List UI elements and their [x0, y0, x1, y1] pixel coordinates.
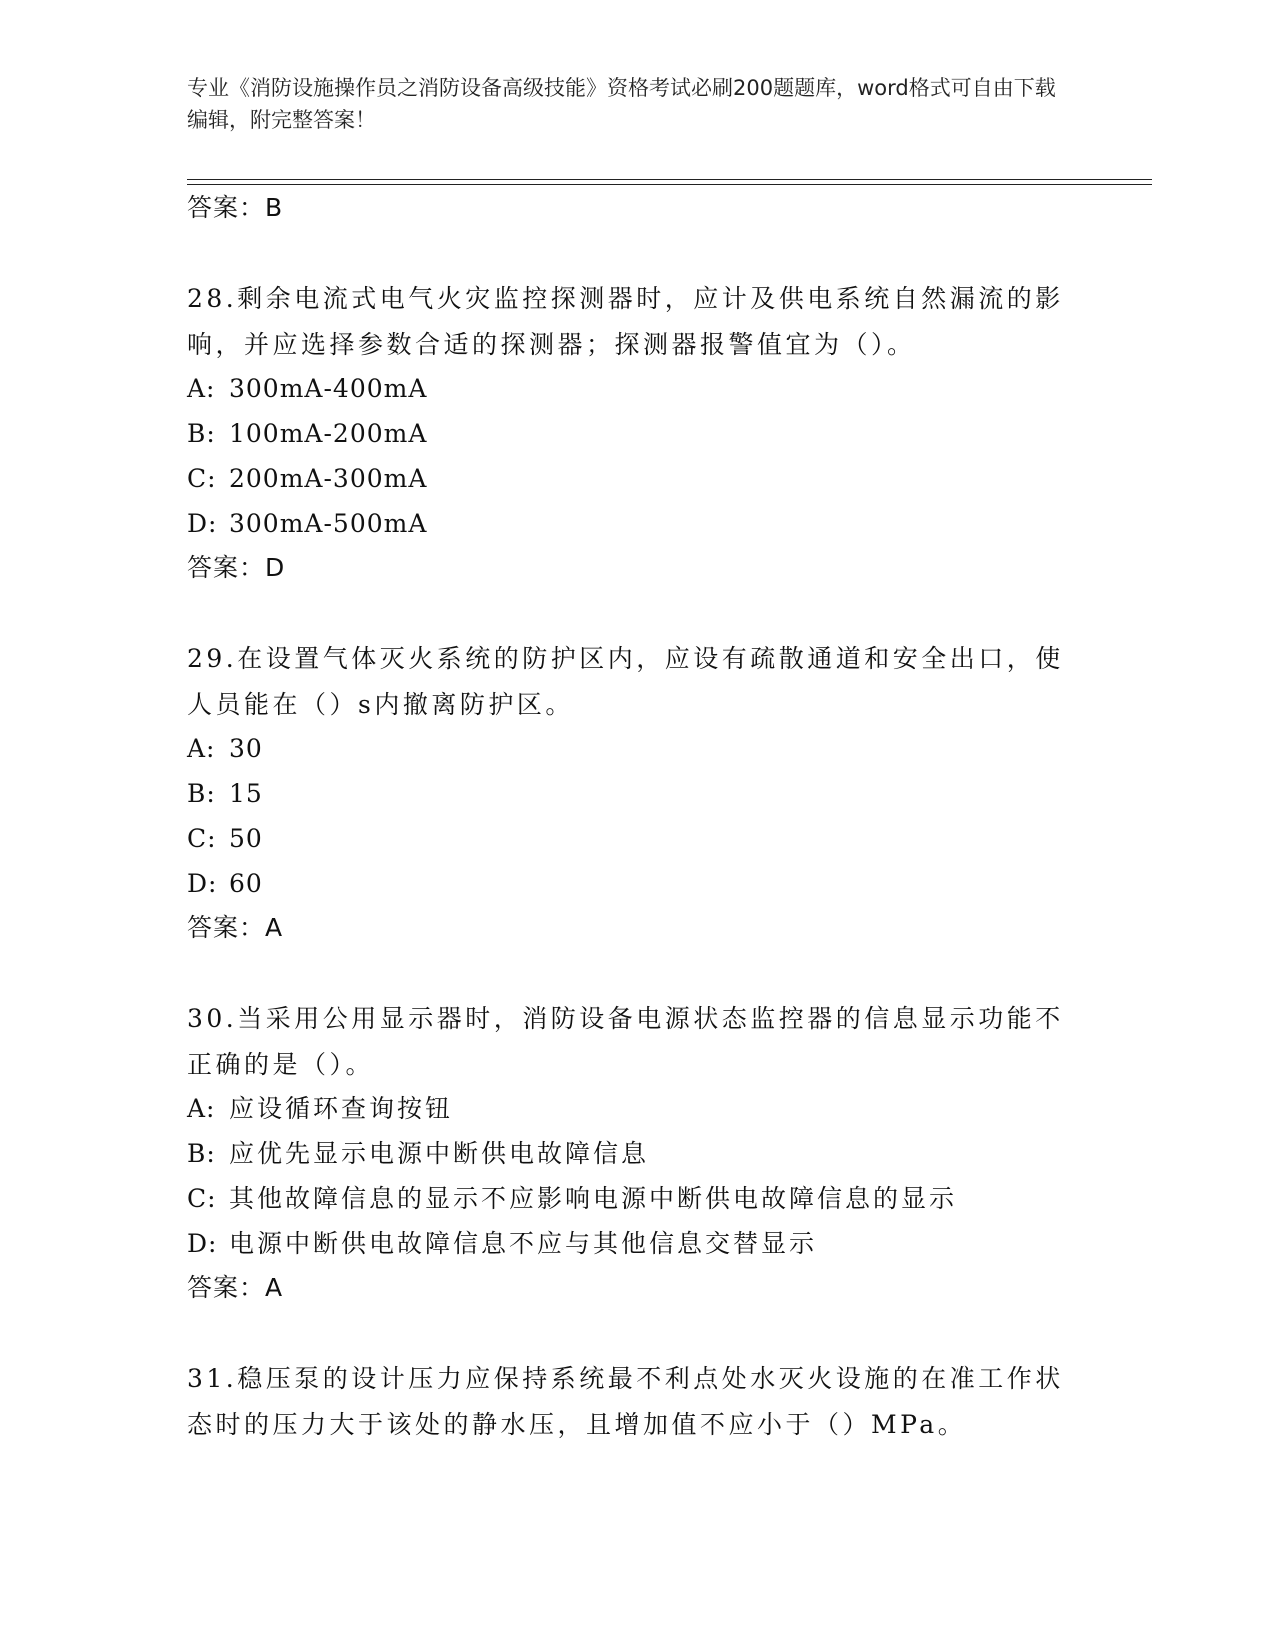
question-31-text: 31.稳压泵的设计压力应保持系统最不利点处水灭火设施的在准工作状态时的压力大于该处的静水压，且增加值不应小于（）MPa。: [187, 1364, 1064, 1439]
question-29-answer: 答案：A: [187, 913, 284, 942]
header-rule-top: [187, 179, 1152, 180]
question-29-text: 29.在设置气体灭火系统的防护区内，应设有疏散通道和安全出口，使人员能在（）s内撤离防护区。: [187, 644, 1064, 719]
prev-answer: 答案：B: [187, 193, 284, 222]
question-28-option-d: D: 300mA-500mA: [187, 509, 428, 538]
question-30-text: 30.当采用公用显示器时，消防设备电源状态监控器的信息显示功能不正确的是（）。: [187, 1004, 1064, 1079]
question-30-option-a: A: 应设循环查询按钮: [187, 1094, 454, 1123]
question-29-option-d: D: 60: [187, 869, 263, 898]
question-28-option-c: C: 200mA-300mA: [187, 464, 428, 493]
question-28-option-a: A: 300mA-400mA: [187, 374, 428, 403]
question-28-option-b: B: 100mA-200mA: [187, 419, 428, 448]
header-rule-bottom: [187, 184, 1152, 185]
question-28-text: 28.剩余电流式电气火灾监控探测器时，应计及供电系统自然漏流的影响，并应选择参数合适的探测器；探测器报警值宜为（）。: [187, 284, 1064, 359]
question-30-option-b: B: 应优先显示电源中断供电故障信息: [187, 1139, 650, 1168]
question-29-option-a: A: 30: [187, 734, 263, 763]
question-28-answer: 答案：D: [187, 553, 286, 582]
question-30-option-d: D: 电源中断供电故障信息不应与其他信息交替显示: [187, 1229, 818, 1258]
document-header: 专业《消防设施操作员之消防设备高级技能》资格考试必刷200题题库，word格式可自由下载编辑，附完整答案！: [187, 76, 1056, 132]
question-30-option-c: C: 其他故障信息的显示不应影响电源中断供电故障信息的显示: [187, 1184, 958, 1213]
question-29-option-b: B: 15: [187, 779, 263, 808]
question-29-option-c: C: 50: [187, 824, 263, 853]
question-30-answer: 答案：A: [187, 1273, 284, 1302]
